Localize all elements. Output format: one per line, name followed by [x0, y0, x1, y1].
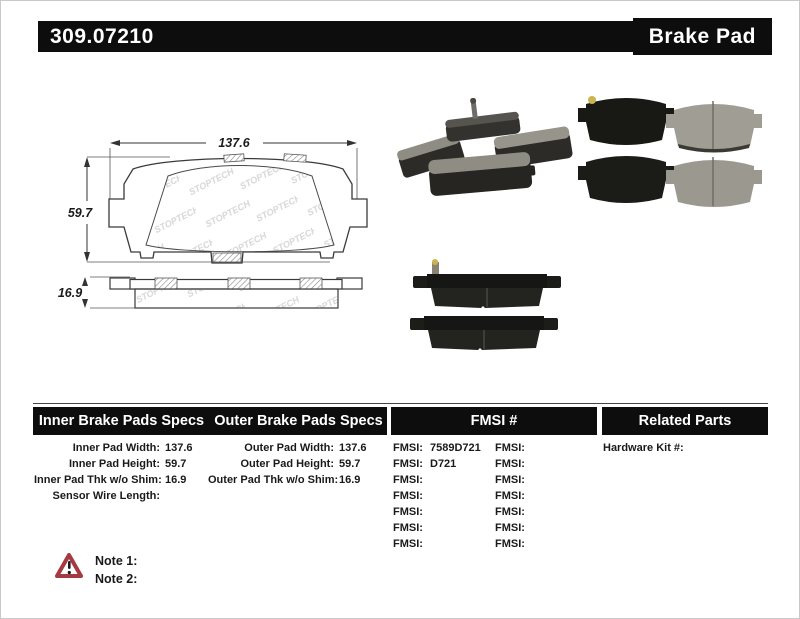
product-photo-angled-pads: [396, 98, 576, 208]
table-top-rule: [33, 403, 768, 404]
product-photo-side-stack: [405, 258, 570, 358]
fmsi-label: FMSI:: [393, 522, 423, 534]
fmsi-row: [495, 472, 532, 488]
fmsi-label: FMSI:: [495, 442, 525, 454]
fmsi-row: [393, 456, 481, 472]
fmsi-label: FMSI:: [495, 506, 525, 518]
spec-label: Outer Pad Height:: [240, 458, 334, 470]
spec-value: 59.7: [339, 458, 361, 470]
related-parts-table-header: [602, 407, 768, 435]
spec-label: Outer Pad Thk w/o Shim:: [208, 474, 339, 486]
spec-label: Sensor Wire Length:: [52, 490, 160, 502]
outer-specs-column: [208, 440, 367, 488]
spec-label: Outer Pad Width:: [244, 442, 334, 454]
fmsi-row: [495, 456, 532, 472]
specs-table-header: [33, 407, 387, 435]
spec-row: [208, 472, 367, 488]
fmsi-label: FMSI:: [495, 458, 525, 470]
fmsi-label: FMSI:: [393, 490, 423, 502]
product-type-label: Brake Pad: [648, 24, 756, 48]
notes-section: [95, 552, 137, 588]
title-bar: [38, 21, 765, 52]
thickness-dimension-label: 16.9: [57, 286, 83, 300]
fmsi-row: [495, 520, 532, 536]
spec-row: [208, 440, 367, 456]
fmsi-row: [393, 472, 481, 488]
pad-back-top: [578, 96, 674, 145]
fmsi-label: FMSI:: [393, 506, 423, 518]
spec-value: 137.6: [339, 442, 367, 454]
spec-value: 16.9: [339, 474, 361, 486]
sensor-wire-pin: [432, 259, 438, 265]
fmsi-column-2: [495, 440, 532, 552]
spec-row: [34, 456, 193, 472]
fmsi-label: FMSI:: [393, 474, 423, 486]
fmsi-row: [495, 504, 532, 520]
note-row: [95, 552, 137, 570]
part-number: 309.07210: [50, 24, 154, 48]
note-label: Note 1:: [95, 554, 138, 568]
spec-row: [34, 488, 193, 504]
inner-specs-title: Inner Brake Pads Specs: [38, 413, 205, 429]
fmsi-label: FMSI:: [495, 522, 525, 534]
fmsi-label: FMSI:: [393, 458, 423, 470]
warning-triangle-icon: [55, 553, 83, 579]
related-parts-row: [603, 440, 691, 456]
fmsi-column-1: [393, 440, 481, 552]
spec-row: [34, 440, 193, 456]
side-view: [110, 278, 362, 308]
fmsi-row: [495, 440, 532, 456]
fmsi-row: [393, 488, 481, 504]
fmsi-label: FMSI:: [393, 538, 423, 550]
spec-value: 16.9: [165, 474, 187, 486]
fmsi-row: [393, 440, 481, 456]
pad-front-top: [666, 101, 762, 153]
fmsi-label: FMSI:: [495, 538, 525, 550]
product-type-box: [633, 18, 772, 55]
spec-row: [34, 472, 193, 488]
spec-label: Inner Pad Height:: [68, 458, 160, 470]
fmsi-row: [495, 536, 532, 552]
outer-specs-title: Outer Brake Pads Specs: [214, 413, 383, 429]
note-row: [95, 570, 137, 588]
spec-value: 59.7: [165, 458, 187, 470]
inner-specs-column: [34, 440, 193, 504]
stack-pad-top: [413, 259, 561, 308]
height-dimension-label: 59.7: [67, 206, 93, 220]
fmsi-label: FMSI:: [495, 490, 525, 502]
product-photo-pad-set: [578, 88, 762, 208]
related-parts-column: [603, 440, 691, 456]
related-parts-label: Hardware Kit #:: [603, 442, 684, 454]
brake-pad-technical-drawing: [40, 125, 385, 325]
spec-value: 137.6: [165, 442, 193, 454]
fmsi-row: [393, 536, 481, 552]
thickness-dimension: [82, 277, 88, 308]
fmsi-title: FMSI #: [470, 413, 518, 429]
note-label: Note 2:: [95, 572, 138, 586]
fmsi-value: D721: [430, 458, 457, 470]
fmsi-row: [393, 504, 481, 520]
related-parts-title: Related Parts: [638, 413, 732, 429]
spec-row: [208, 456, 367, 472]
fmsi-row: [495, 488, 532, 504]
spec-label: Inner Pad Width:: [72, 442, 160, 454]
fmsi-row: [393, 520, 481, 536]
width-dimension-label: 137.6: [218, 136, 250, 150]
fmsi-table-header: [391, 407, 597, 435]
fmsi-label: FMSI:: [495, 474, 525, 486]
front-view-backing-plate: [109, 154, 367, 263]
stack-pad-bottom: [410, 316, 558, 350]
fmsi-label: FMSI:: [393, 442, 423, 454]
pad-front-bottom: [666, 157, 762, 207]
spec-label: Inner Pad Thk w/o Shim:: [34, 474, 162, 486]
fmsi-value: 7589D721: [430, 442, 481, 454]
wear-sensor-dot: [588, 96, 596, 104]
pad-back-bottom: [578, 156, 674, 203]
